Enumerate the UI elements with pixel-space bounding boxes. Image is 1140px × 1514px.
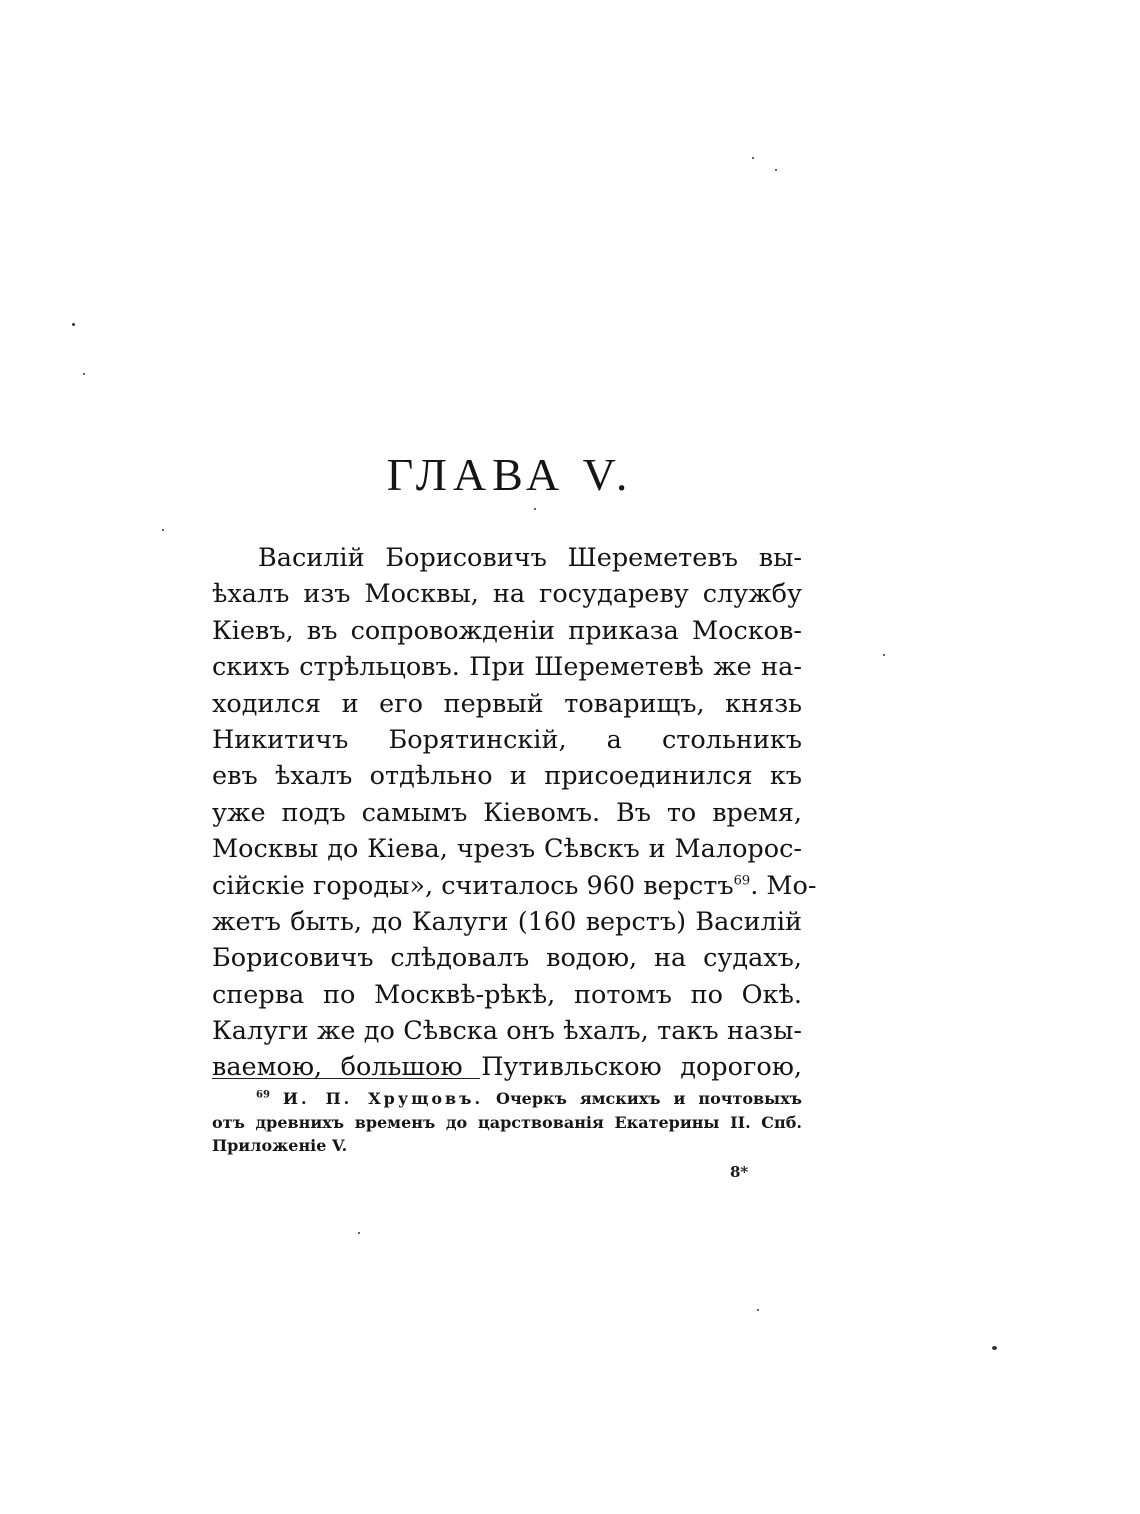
text-line: уже подъ самымъ Кіевомъ. Въ то время,	[212, 797, 802, 828]
text-line: жетъ быть, до Калуги (160 верстъ) Василій	[212, 906, 802, 937]
scan-speck	[162, 529, 164, 531]
text-line: Кіевъ, въ сопровожденіи приказа Москов-	[212, 615, 802, 646]
text-line-tail: . Мо-	[750, 870, 817, 901]
text-line: Калуги же до Сѣвска онъ ѣхалъ, такъ назы-	[212, 1016, 802, 1047]
scan-speck	[72, 323, 75, 326]
scan-speck	[534, 508, 536, 510]
text-line: сперва по Москвѣ-рѣкѣ, потомъ по Окѣ.	[212, 979, 802, 1010]
footnote-line	[212, 1087, 802, 1111]
text-line: Москвы до Кіева, чрезъ Сѣвскъ и Малорос-	[212, 834, 802, 865]
footnote-number: 69	[256, 1089, 270, 1101]
text-line: Никитичъ Борятинскій, а стольникъ	[212, 724, 802, 755]
footnote-divider	[212, 1078, 480, 1079]
text-line: ходился и его первый товарищъ, князь	[212, 688, 802, 719]
footnote-title: Очеркъ ямскихъ и почтовыхъ	[496, 1089, 802, 1108]
chapter-title: ГЛАВА V.	[386, 449, 634, 500]
signature-mark: 8*	[730, 1163, 749, 1181]
text-line: Василій Борисовичъ Шереметевъ вы-	[258, 543, 802, 573]
scan-speck	[83, 373, 85, 375]
footnote	[212, 1087, 802, 1158]
text-line: скихъ стрѣльцовъ. При Шереметевѣ же на-	[212, 652, 802, 683]
text-line: евъ ѣхалъ отдѣльно и присоединился къ	[212, 761, 802, 792]
body-text	[212, 540, 817, 1086]
scan-speck	[752, 157, 754, 159]
footnote-line: отъ древнихъ временъ до царствованія Екатерины II. Спб.	[212, 1112, 802, 1132]
footnote-author: И. П. Хрущовъ.	[282, 1089, 484, 1108]
scan-speck	[358, 1232, 360, 1234]
text-line: ваемою, большою Путивльскою дорогою,	[212, 1052, 802, 1083]
footnote-reference[interactable]: 69	[733, 873, 751, 889]
scan-speck	[757, 1309, 759, 1311]
scan-speck	[992, 1346, 997, 1350]
text-line: Борисовичъ слѣдовалъ водою, на судахъ,	[212, 943, 802, 974]
text-line-head: сійскіе городы», считалось 960 верстъ	[212, 870, 734, 901]
text-line-with-footnote-ref	[212, 868, 817, 904]
footnote-line: Приложеніе V.	[212, 1136, 348, 1155]
scan-speck	[775, 169, 777, 171]
scan-speck	[883, 654, 885, 656]
text-line: ѣхалъ изъ Москвы, на государеву службу	[212, 579, 802, 610]
